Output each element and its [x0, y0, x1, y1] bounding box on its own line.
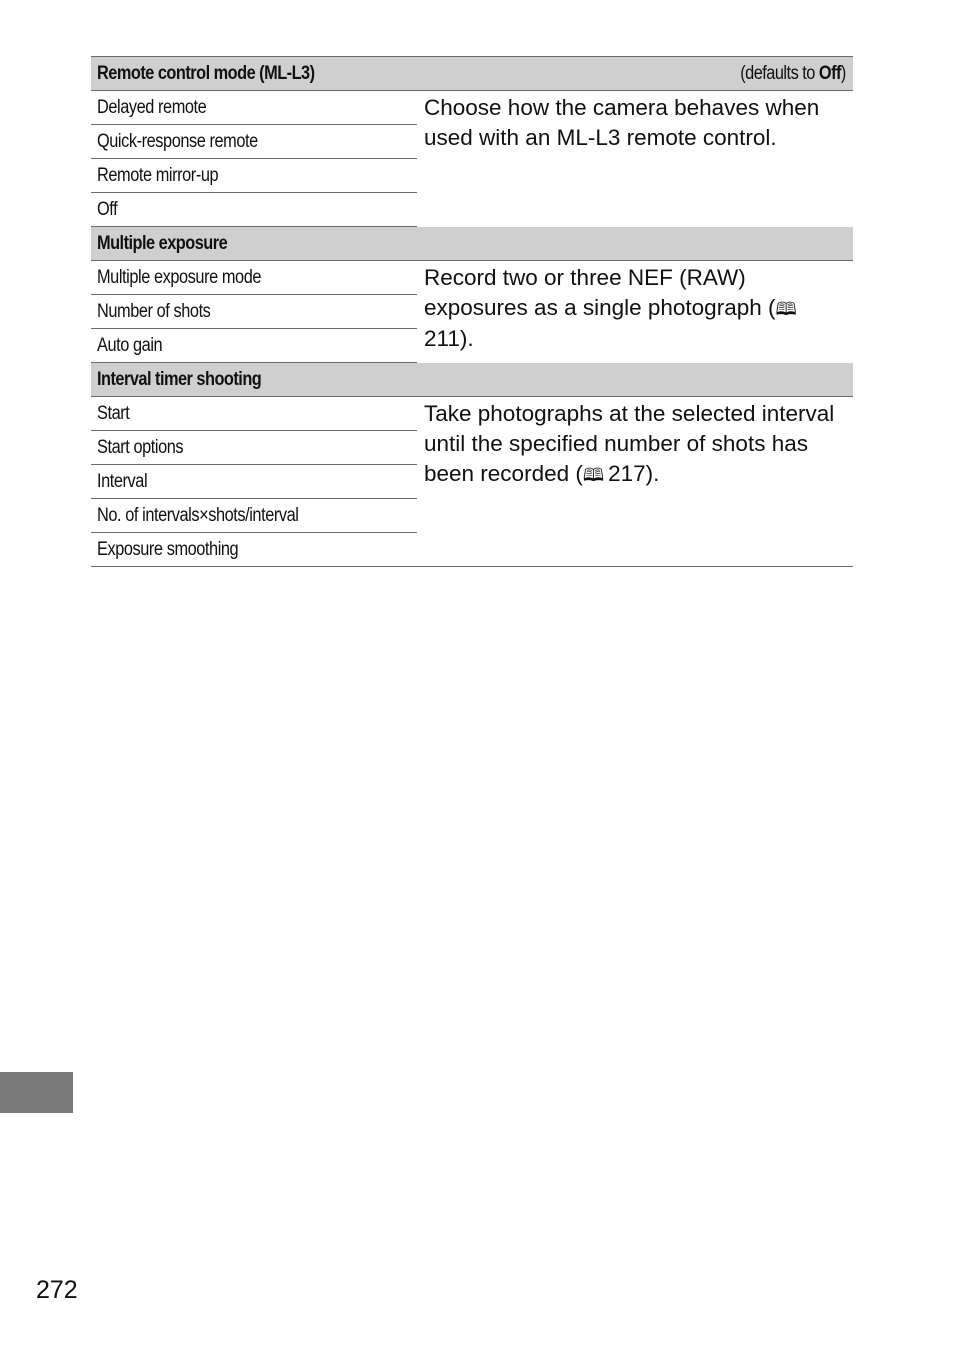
book-icon: 🕮 [582, 465, 605, 485]
chapter-tab [0, 1072, 73, 1113]
option-list [91, 397, 417, 567]
option-item: Auto gain [91, 329, 417, 363]
option-item: Multiple exposure mode [91, 261, 417, 295]
option-list [91, 91, 417, 227]
option-item: Exposure smoothing [91, 533, 417, 567]
section-description: Choose how the camera behaves when used with an ML-L3 remote control. [424, 95, 820, 150]
section-header [91, 57, 853, 91]
section-body [91, 261, 853, 363]
default-note: (defaults to Off) [740, 62, 846, 84]
section-multiple-exposure [91, 227, 853, 363]
option-item: Start options [91, 431, 417, 465]
option-item: Quick-response remote [91, 125, 417, 159]
section-body [91, 397, 853, 567]
option-list [91, 261, 417, 363]
option-item: Number of shots [91, 295, 417, 329]
option-item: Off [91, 193, 417, 227]
section-remote-control-mode [91, 57, 853, 227]
section-interval-timer-shooting [91, 363, 853, 567]
option-item: Delayed remote [91, 91, 417, 125]
section-title: Remote control mode (ML-L3) [97, 62, 315, 84]
section-header [91, 227, 853, 261]
page-number: 272 [36, 1276, 78, 1304]
option-item: Remote mirror-up [91, 159, 417, 193]
section-body [91, 91, 853, 227]
option-item: Interval [91, 465, 417, 499]
option-item: No. of intervals×shots/interval [91, 499, 417, 533]
book-icon: 🕮 [775, 299, 797, 319]
option-item: Start [91, 397, 417, 431]
section-title: Multiple exposure [97, 232, 228, 254]
menu-table [91, 56, 853, 567]
page-reference[interactable]: 211 [424, 326, 460, 351]
default-value: Off [819, 62, 842, 84]
section-header [91, 363, 853, 397]
section-description: Take photographs at the selected interval until the specified number of shots has been recorded (🕮 217). [417, 397, 853, 567]
section-title: Interval timer shooting [97, 368, 262, 390]
section-description: Record two or three NEF (RAW) exposures as a single photograph (🕮211). [424, 265, 797, 351]
page-reference[interactable]: 217 [608, 461, 646, 486]
